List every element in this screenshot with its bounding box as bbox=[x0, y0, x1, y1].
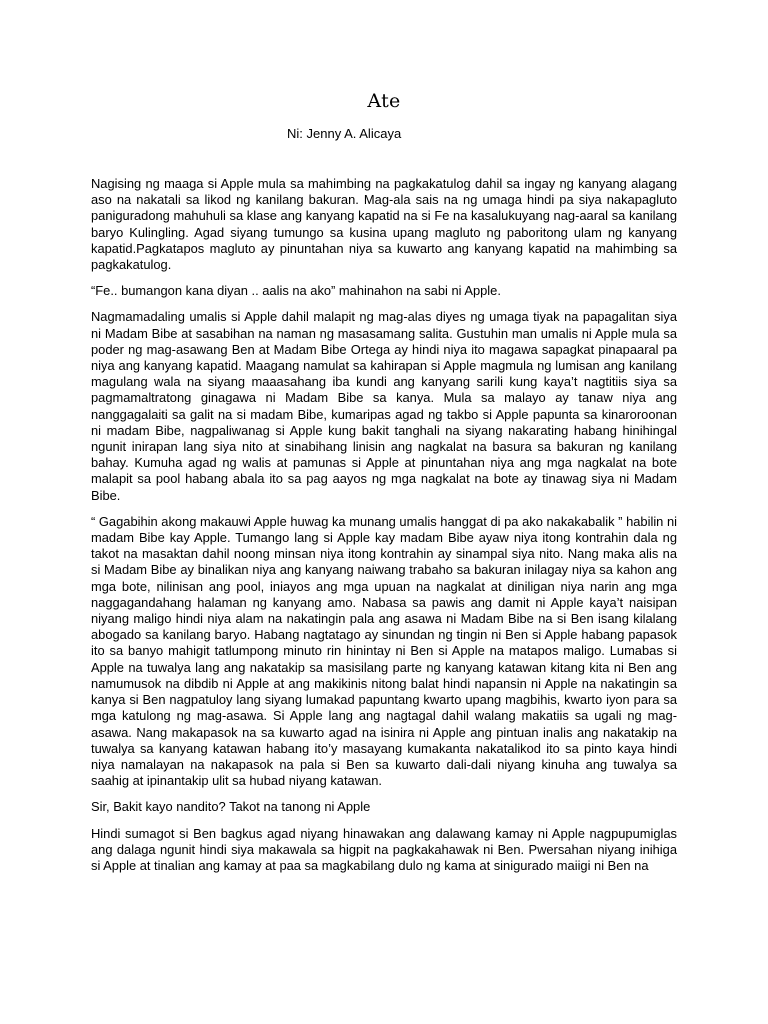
paragraph: “Fe.. bumangon kana diyan .. aalis na ako” mahinahon na sabi ni Apple. bbox=[91, 283, 501, 299]
paragraph: Sir, Bakit kayo nandito? Takot na tanong ni Apple bbox=[91, 799, 371, 815]
paragraph: “ Gagabihin akong makauwi Apple huwag ka munang umalis hanggat di pa ako nakakabalik ” habilin ni madam Bibe kay Apple. Tumango lang si Apple kay madam Bibe ayaw niya itong kontrahin dala ng takot na masaktan dahil noong minsan niya itong kontrahin ay sinampal siya nito. Nang maka alis na si Madam Bibe ay binalikan niya ang kanyang naiwang trabaho sa bakuran inilagay niya sa kahon ang mga bote, nilinisan ang pool, iniayos ang mga upuan na nagkalat at diniligan niya narin ang mga naggagandahang halaman ng kanyang amo. Nabasa sa pawis ang damit ni Apple kaya’t naisipan niyang maligo hindi niya alam na nakatingin pala ang asawa ni Madam Bibe na si Ben isang kilalang abogado sa kanilang baryo. Habang nagtatago ay sinundan ng tingin ni Ben si Apple habang papasok ito sa banyo mahigit tatlumpong minuto rin hinintay ni Ben si Apple na matapos maligo. Lumabas si Apple na tuwalya lang ang nakatakip sa masisilang parte ng kanyang katawan kitang kita ni Ben ang namumusok na dibdib ni Apple at ang makikinis nitong balat hindi napansin ni Apple na nakatingin sa kanya si Ben nagpatuloy lang siyang lumakad papuntang kwarto upang magbihis, kwarto iyon para sa mga katulong ng mag-asawa. Si Apple lang ang nagtagal dahil walang makatiis sa ugali ng mag-asawa. Nang makapasok na sa kuwarto agad na isinira ni Apple ang pintuan inalis ang nakatakip na tuwalya sa kanyang katawan habang ito’y masayang kumakanta nakatalikod ito sa pinto kaya hindi niya namalayan na nakapasok na pala si Ben sa kuwarto dali-dali niyang kinuha ang tuwalya sa saahig at ipinantakip ulit sa hubad niyang katawan. bbox=[91, 513, 677, 789]
document-title: Ate bbox=[367, 90, 401, 112]
document-body bbox=[91, 176, 677, 884]
paragraph: Nagising ng maaga si Apple mula sa mahimbing na pagkakatulog dahil sa ingay ng kanyang alagang aso na nakatali sa likod ng kanilang bakuran. Mag-ala sais na ng umaga hindi pa siya nakapagluto paniguradong mahuhuli sa klase ang kanyang kapatid na si Fe na kasalukuyang nag-aaral sa kanilang baryo Kulingling. Agad siyang tumungo sa kusina upang magluto ng paboritong ulam ng kanyang kapatid.Pagkatapos magluto ay pinuntahan niya sa kuwarto ang kanyang kapatid na mahimbing sa pagkakatulog. bbox=[91, 176, 677, 273]
paragraph: Hindi sumagot si Ben bagkus agad niyang hinawakan ang dalawang kamay ni Apple nagpupumiglas ang dalaga ngunit hindi siya makawala sa higpit na pagkakahawak ni Ben. Pwersahan niyang inihiga si Apple at tinalian ang kamay at paa sa magkabilang dulo ng kama at sinigurado maiigi ni Ben na bbox=[91, 825, 677, 873]
author-byline: Ni: Jenny A. Alicaya bbox=[287, 126, 402, 141]
paragraph: Nagmamadaling umalis si Apple dahil malapit ng mag-alas diyes ng umaga tiyak na papagalitan siya ni Madam Bibe at sasabihan na naman ng masasamang salita. Gustuhin man umalis ni Apple mula sa poder ng mag-asawang Ben at Madam Bibe Ortega ay hindi niya ito magawa sapagkat pinapaaral pa niya ang kanyang kapatid. Maagang namulat sa kahirapan si Apple magmula ng lumisan ang kanilang magulang wala na siyang maaasahang iba kundi ang kanyang sarili kung kaya’t nagtitiis siya sa pagmamaltratong ginagawa ni Madam Bibe sa kanya. Mula sa malayo ay tanaw niya ang nanggagalaiti sa galit na si madam Bibe, kumaripas agad ng takbo si Apple papunta sa kinaroroonan ni madam Bibe, nagpaliwanag si Apple kung bakit tanghali na siyang nakarating habang hinihingal ngunit inirapan lang siya nito at sinabihang linisin ang nagkalat na basura sa bakuran ng kanilang bahay. Kumuha agad ng walis at pamunas si Apple at pinuntahan niya ang mga nagkalat na bote malapit sa pool habang abala ito sa pag aayos ng mga nagkalat na bote ay tinawag siya ni Madam Bibe. bbox=[91, 309, 677, 503]
